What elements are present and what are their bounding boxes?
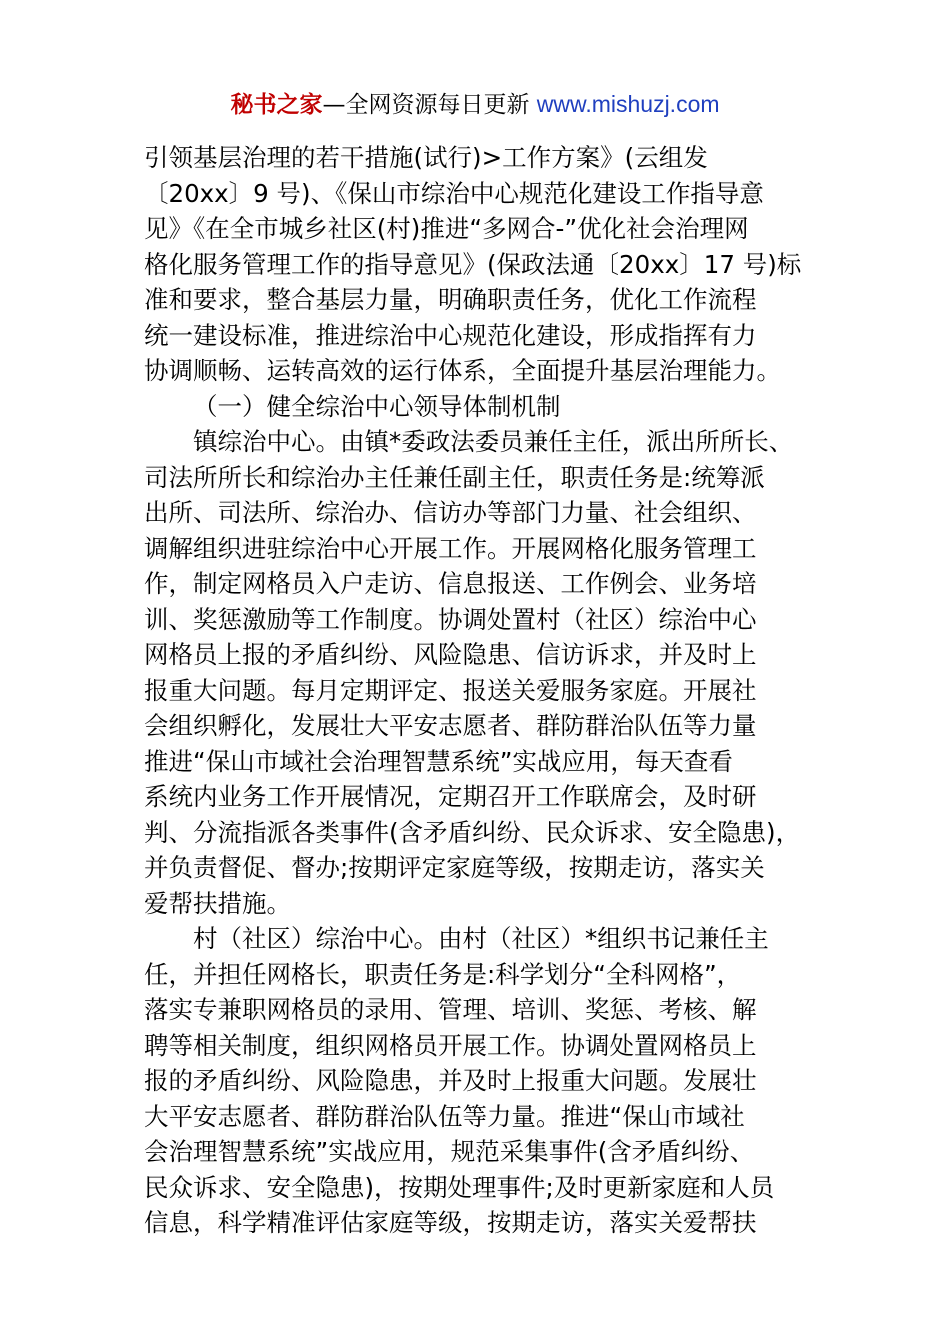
paragraph-first-line: 镇综治中心。由镇*委政法委员兼任主任，派出所所长、 — [193, 427, 794, 456]
text-line: 〔20xx〕9 号)、《保山市综治中心规范化建设工作指导意 — [144, 178, 764, 208]
text-line: 任，并担任网格长，职责任务是:科学划分“全科网格”， — [144, 959, 742, 989]
text-line: 爱帮扶措施。 — [144, 888, 291, 918]
document-body — [144, 140, 816, 1241]
text-line: 训、奖惩激励等工作制度。协调处置村（社区）综治中心 — [144, 604, 757, 634]
text-line: 大平安志愿者、群防群治队伍等力量。推进“保山市域社 — [144, 1101, 745, 1131]
text-line: 落实专兼职网格员的录用、管理、培训、奖惩、考核、解 — [144, 995, 757, 1024]
text-line: 网格员上报的矛盾纠纷、风险隐患、信访诉求，并及时上 — [144, 640, 757, 669]
text-line: 司法所所长和综治办主任兼任副主任，职责任务是:统筹派 — [144, 462, 765, 492]
text-line: 民众诉求、安全隐患)，按期处理事件;及时更新家庭和人员 — [144, 1172, 775, 1202]
text-line: 报的矛盾纠纷、风险隐患，并及时上报重大问题。发展壮 — [144, 1066, 757, 1095]
text-line: 格化服务管理工作的指导意见》(保政法通〔20xx〕17 号)标 — [144, 249, 802, 279]
text-line: 聘等相关制度，组织网格员开展工作。协调处置网格员上 — [144, 1030, 757, 1060]
text-line: 报重大问题。每月定期评定、报送关爱服务家庭。开展社 — [144, 675, 757, 705]
text-line: 信息，科学精准评估家庭等级，按期走访，落实关爱帮扶 — [144, 1208, 757, 1237]
text-line: 判、分流指派各类事件(含矛盾纠纷、民众诉求、安全隐患)， — [144, 817, 801, 847]
text-line: 出所、司法所、综治办、信访办等部门力量、社会组织、 — [144, 498, 757, 527]
document-header — [0, 88, 950, 121]
text-line: 统一建设标准，推进综治中心规范化建设，形成指挥有力 — [144, 320, 757, 350]
text-line: 引领基层治理的若干措施(试行)>工作方案》(云组发 — [144, 143, 708, 172]
text-line: 调解组织进驻综治中心开展工作。开展网格化服务管理工 — [144, 533, 757, 563]
text-line: 协调顺畅、运转高效的运行体系，全面提升基层治理能力。 — [144, 356, 781, 385]
section-heading: （一）健全综治中心领导体制机制 — [193, 391, 561, 421]
brand-name: 秘书之家 — [230, 92, 323, 118]
text-line: 作，制定网格员入户走访、信息报送、工作例会、业务培 — [144, 569, 757, 598]
text-line: 见》《在全市城乡社区(村)推进“多网合-”优化社会治理网 — [144, 214, 749, 243]
text-line: 会组织孵化，发展壮大平安志愿者、群防群治队伍等力量 — [144, 711, 757, 740]
text-line: 准和要求，整合基层力量，明确职责任务，优化工作流程 — [144, 285, 757, 314]
paragraph-first-line: 村（社区）综治中心。由村（社区）*组织书记兼任主 — [193, 924, 769, 953]
text-line: 推进“保山市域社会治理智慧系统”实战应用，每天查看 — [144, 746, 733, 776]
text-line: 会治理智慧系统”实战应用，规范采集事件(含矛盾纠纷、 — [144, 1137, 755, 1166]
text-line: 并负责督促、督办;按期评定家庭等级，按期走访，落实关 — [144, 853, 765, 882]
text-line: 系统内业务工作开展情况，定期召开工作联席会，及时研 — [144, 782, 757, 811]
site-url-link[interactable]: www.mishuzj.com — [536, 91, 720, 117]
header-tagline: —全网资源每日更新 — [322, 92, 537, 118]
